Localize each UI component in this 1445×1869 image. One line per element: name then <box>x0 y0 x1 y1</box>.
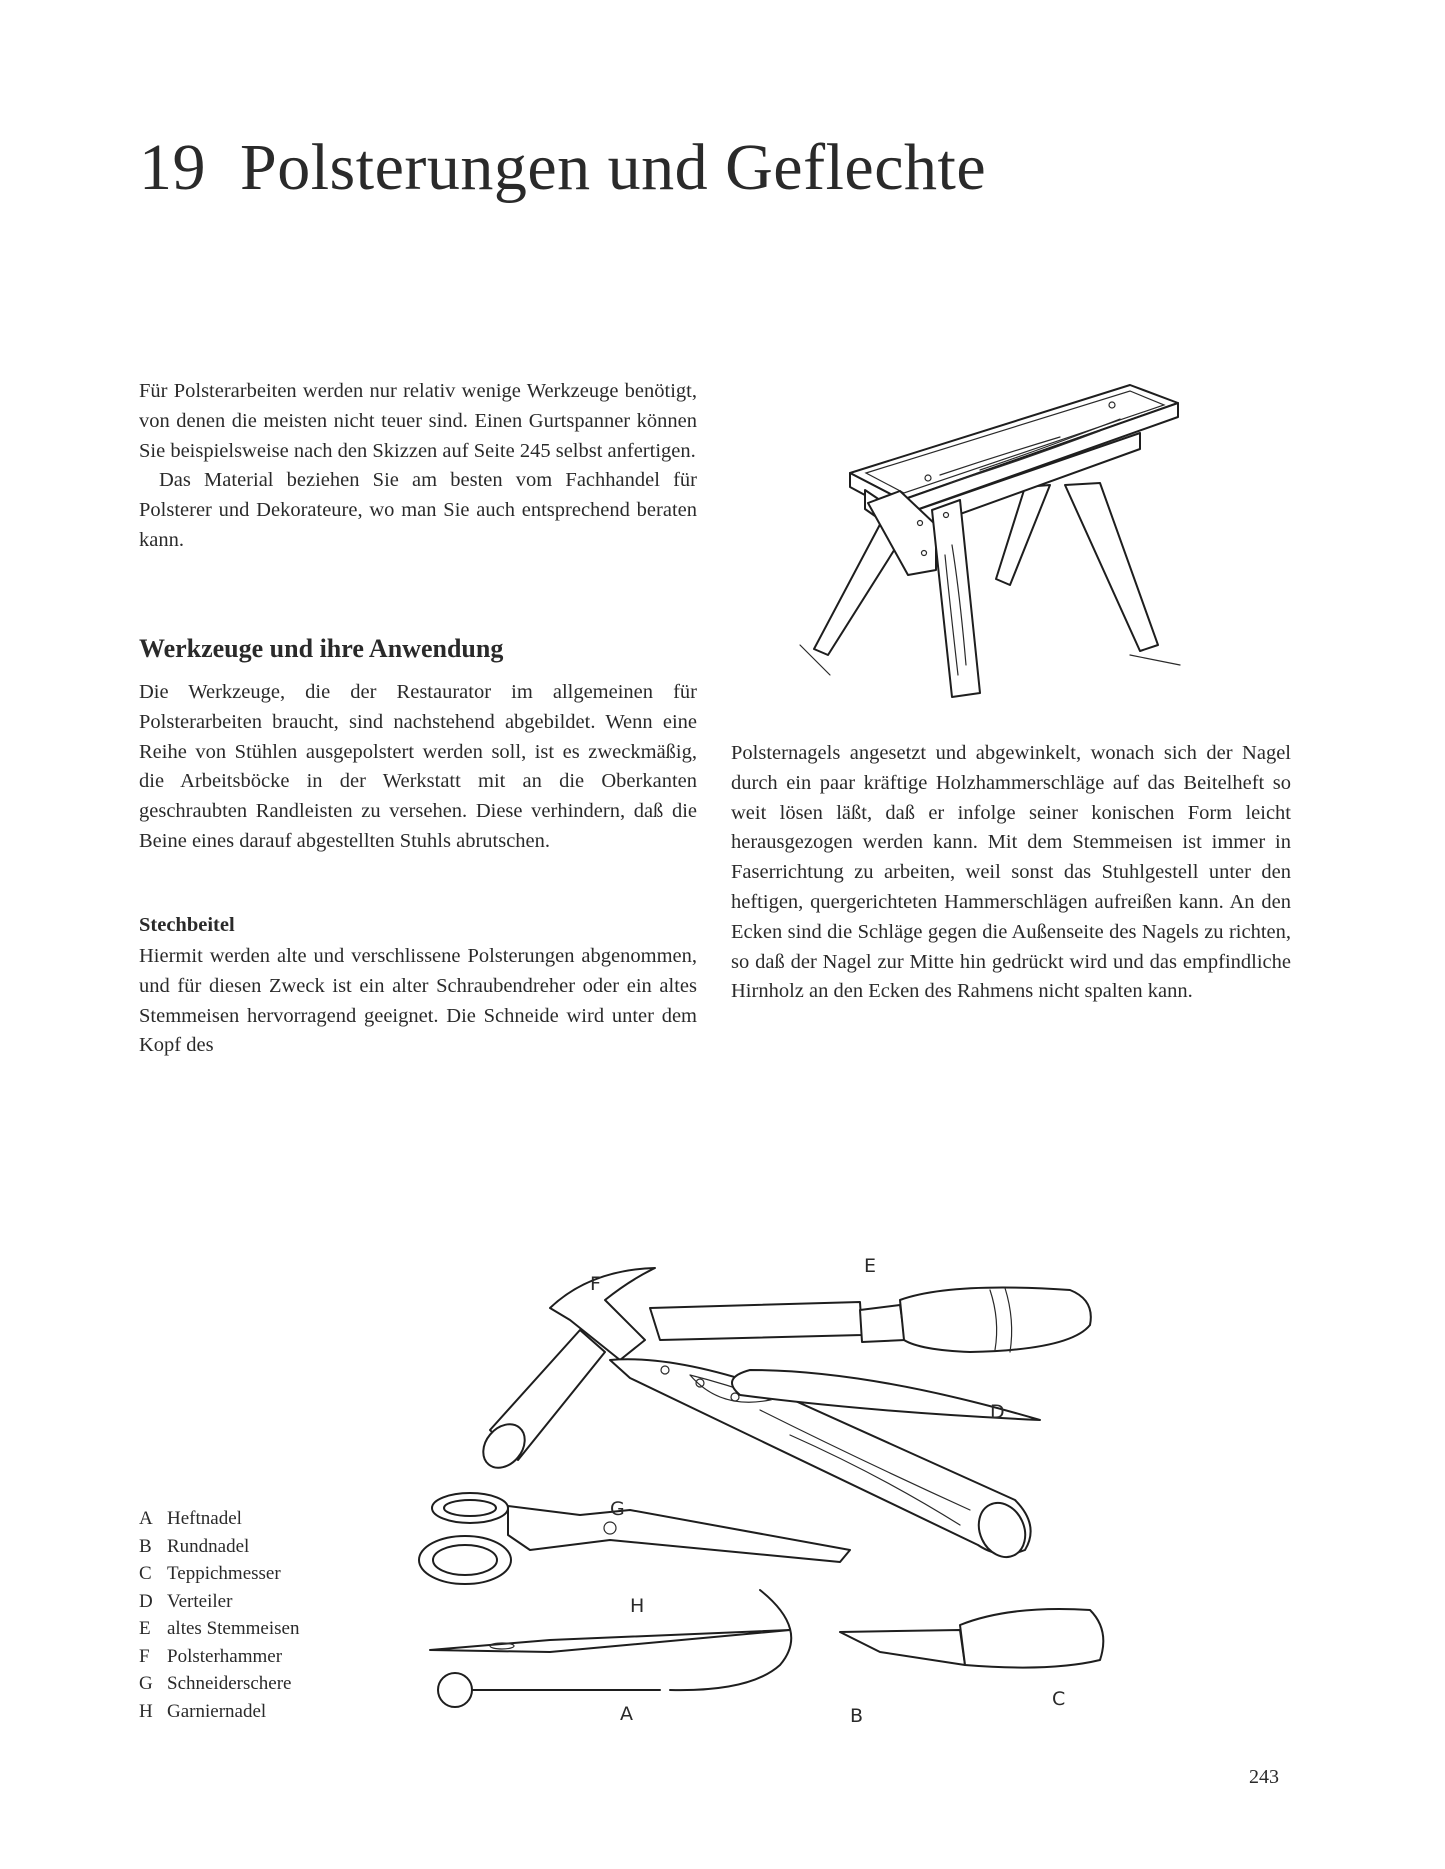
scissors-blade <box>508 1506 850 1562</box>
subsection-heading: Stechbeitel <box>139 914 235 936</box>
intro-paragraph-2: Das Material beziehen Sie am besten vom Fachhandel für Polsterer und Dekorateure, wo man Sie auch entsprechend beraten kann. <box>139 469 697 551</box>
legend-item-f: F Polsterhammer <box>139 1645 283 1667</box>
legend-item-a: A Heftnadel <box>139 1508 242 1529</box>
subsection-text-left <box>139 942 697 1061</box>
chapter-title <box>139 130 986 206</box>
legend-item-e: E altes Stemmeisen <box>139 1618 300 1639</box>
label-g: G <box>610 1498 625 1520</box>
heftnadel-ring <box>438 1673 472 1707</box>
garniernadel <box>430 1630 790 1652</box>
stemmeisen-handle <box>900 1288 1091 1352</box>
label-d: D <box>990 1401 1005 1423</box>
label-a: A <box>620 1703 633 1725</box>
intro-paragraph-1: Für Polsterarbeiten werden nur relativ wenige Werkzeuge benötigt, von denen die meisten nicht teuer sind. Einen Gurtspanner können Sie beispielsweise nach den Skizzen auf Seite 245 selbst anfertigen. <box>139 380 697 462</box>
legend-item-d: D Verteiler <box>139 1590 233 1612</box>
teppichmesser-handle <box>960 1609 1103 1668</box>
teppichmesser-blade <box>840 1630 965 1665</box>
chapter-number: 19 <box>139 131 206 204</box>
tools-illustration <box>430 1255 1310 1740</box>
legend-item-h: H Garniernadel <box>139 1700 267 1722</box>
label-h: H <box>630 1595 645 1617</box>
section-paragraph-1: Die Werkzeuge, die der Restaurator im allgemeinen für Polsterarbeiten braucht, sind nachstehend abgebildet. Wenn eine Reihe von Stühlen ausgepolstert werden soll, ist es zweckmäßig, die Arbeitsböcke in der Werkstatt mit an die Oberkanten geschraubten Randleisten zu versehen. Diese verhindern, daß die Beine eines darauf abgestellten Stuhls abrutschen. <box>139 681 697 852</box>
sawhorse-illustration <box>800 375 1200 705</box>
subsection-text-right <box>731 739 1291 1007</box>
subsection-paragraph-left: Hiermit werden alte und verschlissene Polsterungen abgenommen, und für diesen Zweck ist ein alter Schraubendreher oder ein altes Stemmeisen hervorragend geeignet. Die Schneide wird unter dem Kopf des <box>139 945 697 1057</box>
section-text <box>139 678 697 857</box>
legend-item-g: G Schneiderschere <box>139 1673 292 1694</box>
section-heading: Werkzeuge und ihre Anwendung <box>139 634 504 663</box>
label-f: F <box>590 1273 601 1295</box>
chapter-title-text: Polsterungen und Geflechte <box>240 131 987 204</box>
label-b: B <box>850 1705 864 1727</box>
legend-item-c: C Teppichmesser <box>139 1563 281 1584</box>
page-number: 243 <box>1249 1766 1279 1788</box>
label-c: C <box>1052 1688 1066 1710</box>
subsection-paragraph-right: Polsternagels angesetzt und abgewinkelt, wonach sich der Nagel durch ein paar kräftige Holzhammerschläge auf das Beitelheft so weit lösen läßt, daß er infolge seiner konischen Form leicht herausgezogen werden kann. Mit dem Stemmeisen ist immer in Faserrichtung zu arbeiten, weil sonst das Stuhlgestell unter den heftigen, quergerichteten Hammerschlägen aufreißen kann. An den Ecken sind die Schläge gegen die Außenseite des Nagels zu richten, so daß der Nagel zur Mitte hin gedrückt wird und das empfindliche Hirnholz an den Ecken des Rahmens nicht spalten kann. <box>731 742 1291 1003</box>
tool-legend <box>139 1505 299 1725</box>
legend-item-b: B Rundnadel <box>139 1535 250 1557</box>
intro-text <box>139 377 697 556</box>
label-e: E <box>864 1255 877 1277</box>
stemmeisen-blade <box>650 1302 862 1340</box>
